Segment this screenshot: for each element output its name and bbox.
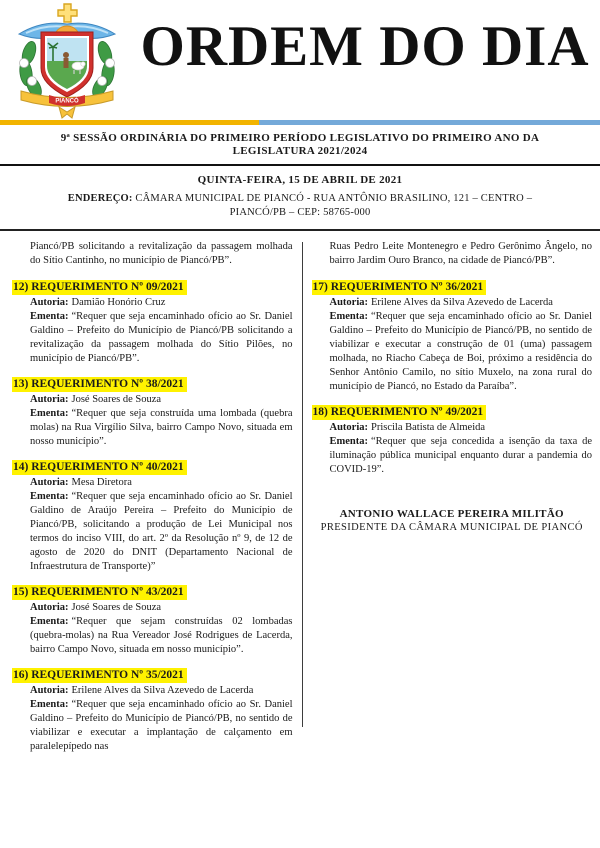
autoria-value: Damião Honório Cruz [71,296,166,308]
autoria-line [30,601,293,615]
ementa-value: “Requer que seja encaminhado ofício ao Sr. Daniel Galdino – Prefeito do Município de Piancó/PB, no sentido de viabilizar e executar a implantação de calçamento em paralelepípedo nas [30,698,293,752]
ementa-label: Ementa: [329,435,368,447]
requerimento-heading: 14) REQUERIMENTO Nº 40/2021 [12,460,187,475]
continuation-paragraph: Piancó/PB solicitando a revitalização da passagem molhada do Sítio Cantinho, no município de Piancó/PB”. [30,240,293,266]
requerimento-heading: 18) REQUERIMENTO Nº 49/2021 [312,405,487,420]
requerimento-13 [12,377,293,449]
right-column [312,240,593,765]
ementa-line [30,698,293,754]
address-line [40,192,560,220]
address-value: CÂMARA MUNICIPAL DE PIANCÓ - RUA ANTÔNIO BRASILINO, 121 – CENTRO – PIANCÓ/PB – CEP: 58765-000 [135,193,533,218]
ementa-value: “Requer que sejam construídas 02 lombadas (quebra-molas) na Rua Vereador José Rodrigues de Lacerda, bairro Campo Novo, situada em nosso município”. [30,615,293,655]
requerimento-17 [312,280,593,394]
autoria-value: José Soares de Souza [71,393,162,405]
autoria-value: Mesa Diretora [71,476,132,488]
continuation-paragraph: Ruas Pedro Leite Montenegro e Pedro Gerônimo Ângelo, no bairro Jardim Ouro Branco, na cidade de Piancó/PB”. [329,240,592,266]
autoria-value: Erilene Alves da Silva Azevedo de Lacerda [71,684,254,696]
ementa-value: “Requer que seja construída uma lombada (quebra molas) na Rua Virgílio Silva, bairro Campo Novo, situada em nosso município”. [30,407,293,447]
document-title: ORDEM DO DIA [140,15,590,78]
autoria-line [330,421,593,435]
document-header [0,0,600,120]
ementa-label: Ementa: [30,310,69,322]
session-date: QUINTA-FEIRA, 15 DE ABRIL DE 2021 [197,174,403,186]
autoria-line [30,476,293,490]
ementa-value: “Requer que seja encaminhado ofício ao Sr. Daniel Galdino de Araújo Pereira – Prefeito do Município de Piancó/PB, solicitando a produção de Lei Municipal nos termos do inciso VIII, do art. 2º da Resolução nº 9, de 12 de agosto de 2020 do DNIT (Departamento Nacional de Infraestrutura de Transporte)” [30,490,293,572]
accent-bar-yellow-segment [0,120,259,125]
requerimento-heading: 15) REQUERIMENTO Nº 43/2021 [12,585,187,600]
signature-block [312,507,593,535]
autoria-label: Autoria: [30,476,69,488]
left-column [12,240,293,765]
requerimento-16 [12,668,293,754]
ementa-label: Ementa: [30,490,69,502]
requerimento-12 [12,280,293,366]
requerimento-18 [312,405,593,477]
autoria-line [330,296,593,310]
column-divider-line [302,242,303,727]
autoria-value: Priscila Batista de Almeida [371,421,486,433]
ementa-label: Ementa: [329,310,368,322]
autoria-value: José Soares de Souza [71,601,162,613]
ementa-label: Ementa: [30,698,69,710]
autoria-label: Autoria: [329,421,368,433]
autoria-line [30,393,293,407]
ementa-line [30,615,293,657]
autoria-line [30,296,293,310]
ementa-value: “Requer que seja encaminhado ofício ao Sr. Daniel Galdino – Prefeito do Município de Piancó/PB solicitando a revitalização da passagem molhada do Sítio Pilões, no município de Piancó/PB”. [30,310,293,364]
horizontal-rule-thin [0,229,600,231]
ementa-line [330,310,593,394]
address-label: ENDEREÇO: [67,193,133,204]
ementa-value: “Requer que seja concedida a isenção da taxa de iluminação pública municipal enquanto durar a pandemia do COVID-19”. [329,435,592,475]
autoria-label: Autoria: [30,601,69,613]
logo-banner-text: PIANCÓ [55,98,79,105]
session-title: 9ª SESSÃO ORDINÁRIA DO PRIMEIRO PERÍODO LEGISLATIVO DO PRIMEIRO ANO DA LEGISLATURA 2021/2024 [60,132,540,157]
autoria-label: Autoria: [329,296,368,308]
requerimento-heading: 12) REQUERIMENTO Nº 09/2021 [12,280,187,295]
autoria-label: Autoria: [30,296,69,308]
ementa-value: “Requer que seja encaminhado ofício ao Sr. Daniel Galdino – Prefeito do Município de Piancó/PB, no sentido de viabilizar e executar a construção de 01 (uma) passagem molhada, no Riacho Cabeça de Boi, próximo a residência do Senhor Antônio Camilo, no sítio Muxelo, na zona rural do município de Piancó, no Estado da Paraíba”. [329,310,592,392]
ementa-line [330,435,593,477]
autoria-label: Autoria: [30,393,69,405]
document-body [0,240,600,765]
header-accent-bar [0,120,600,125]
ementa-label: Ementa: [30,407,69,419]
requerimento-heading: 16) REQUERIMENTO Nº 35/2021 [12,668,187,683]
requerimento-heading: 17) REQUERIMENTO Nº 36/2021 [312,280,487,295]
requerimento-15 [12,585,293,657]
autoria-label: Autoria: [30,684,69,696]
accent-bar-blue-segment [259,120,600,125]
ementa-line [30,310,293,366]
ementa-line [30,407,293,449]
requerimento-14 [12,460,293,574]
horizontal-rule-thick [0,164,600,166]
pianco-coat-of-arms-logo [12,3,122,120]
president-name: ANTONIO WALLACE PEREIRA MILITÃO [339,507,564,520]
autoria-value: Erilene Alves da Silva Azevedo de Lacerda [371,296,553,308]
ementa-line [30,490,293,574]
ementa-label: Ementa: [30,615,69,627]
president-title: PRESIDENTE DA CÂMARA MUNICIPAL DE PIANCÓ [320,521,583,533]
requerimento-heading: 13) REQUERIMENTO Nº 38/2021 [12,377,187,392]
session-banner [0,125,600,231]
autoria-line [30,684,293,698]
